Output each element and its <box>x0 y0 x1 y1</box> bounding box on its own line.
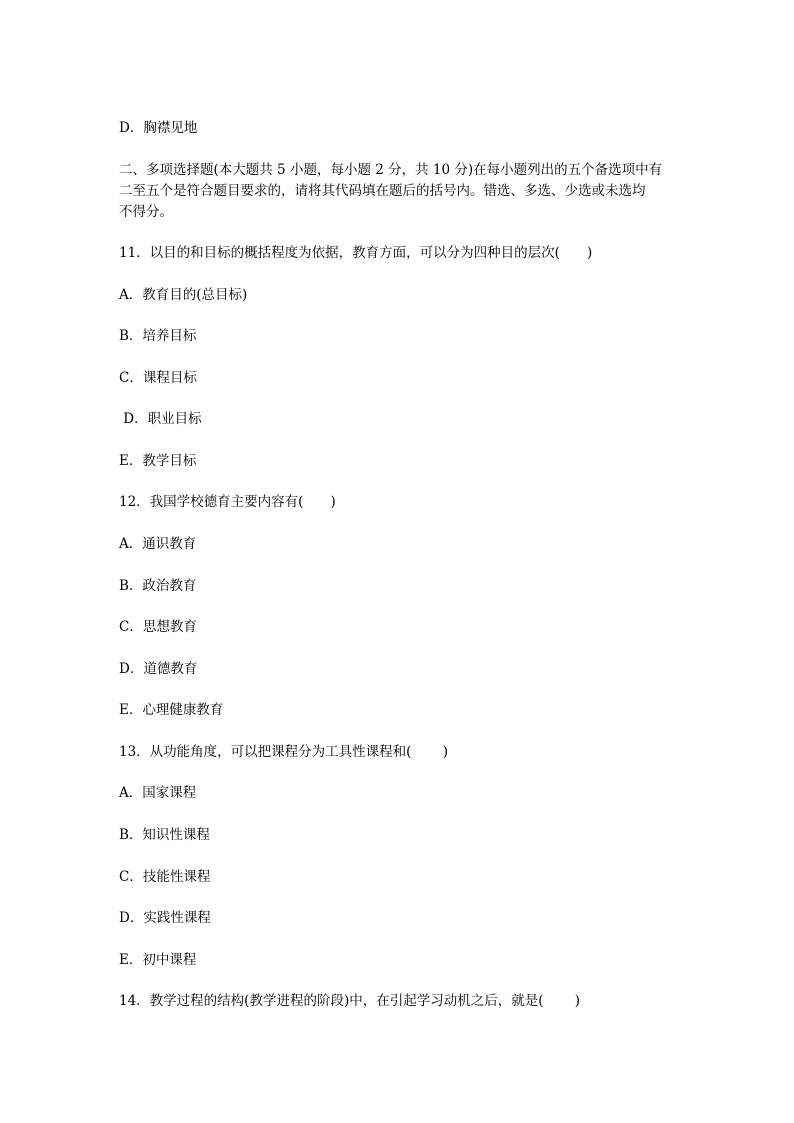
question-12: 12．我国学校德育主要内容有( ) <box>119 494 336 510</box>
q12-option-e: E．心理健康教育 <box>119 702 224 718</box>
q13-option-e: E．初中课程 <box>119 952 197 968</box>
question-13: 13．从功能角度，可以把课程分为工具性课程和( ) <box>119 744 449 760</box>
q12-option-a: A．通识教育 <box>119 536 197 552</box>
q12-option-b: B．政治教育 <box>119 578 197 594</box>
q11-option-c: C．课程目标 <box>119 370 197 386</box>
question-11: 11．以目的和目标的概括程度为依据，教育方面，可以分为四种目的层次( ) <box>119 245 593 261</box>
question-14: 14．教学过程的结构(教学进程的阶段)中，在引起学习动机之后，就是( ) <box>119 993 581 1009</box>
q13-option-b: B．知识性课程 <box>119 827 210 843</box>
q11-option-e: E．教学目标 <box>119 453 197 469</box>
q11-option-d: D．职业目标 <box>119 411 202 427</box>
q11-option-b: B．培养目标 <box>119 328 197 344</box>
option-d-q10: D．胸襟见地 <box>119 120 198 136</box>
q12-option-d: D．道德教育 <box>119 661 198 677</box>
section-heading-line-2: 二至五个是符合题目要求的，请将其代码填在题后的括号内。错选、多选、少选或未选均 <box>119 183 646 199</box>
section-heading-line-1: 二、多项选择题(本大题共 5 小题，每小题 2 分，共 10 分)在每小题列出的五个备选项中有 <box>119 162 663 178</box>
q12-option-c: C．思想教育 <box>119 619 197 635</box>
q11-option-a: A．教育目的(总目标) <box>119 287 248 303</box>
q13-option-d: D．实践性课程 <box>119 910 211 926</box>
q13-option-a: A．国家课程 <box>119 785 197 801</box>
q13-option-c: C．技能性课程 <box>119 869 211 885</box>
section-heading-line-3: 不得分。 <box>119 204 173 220</box>
